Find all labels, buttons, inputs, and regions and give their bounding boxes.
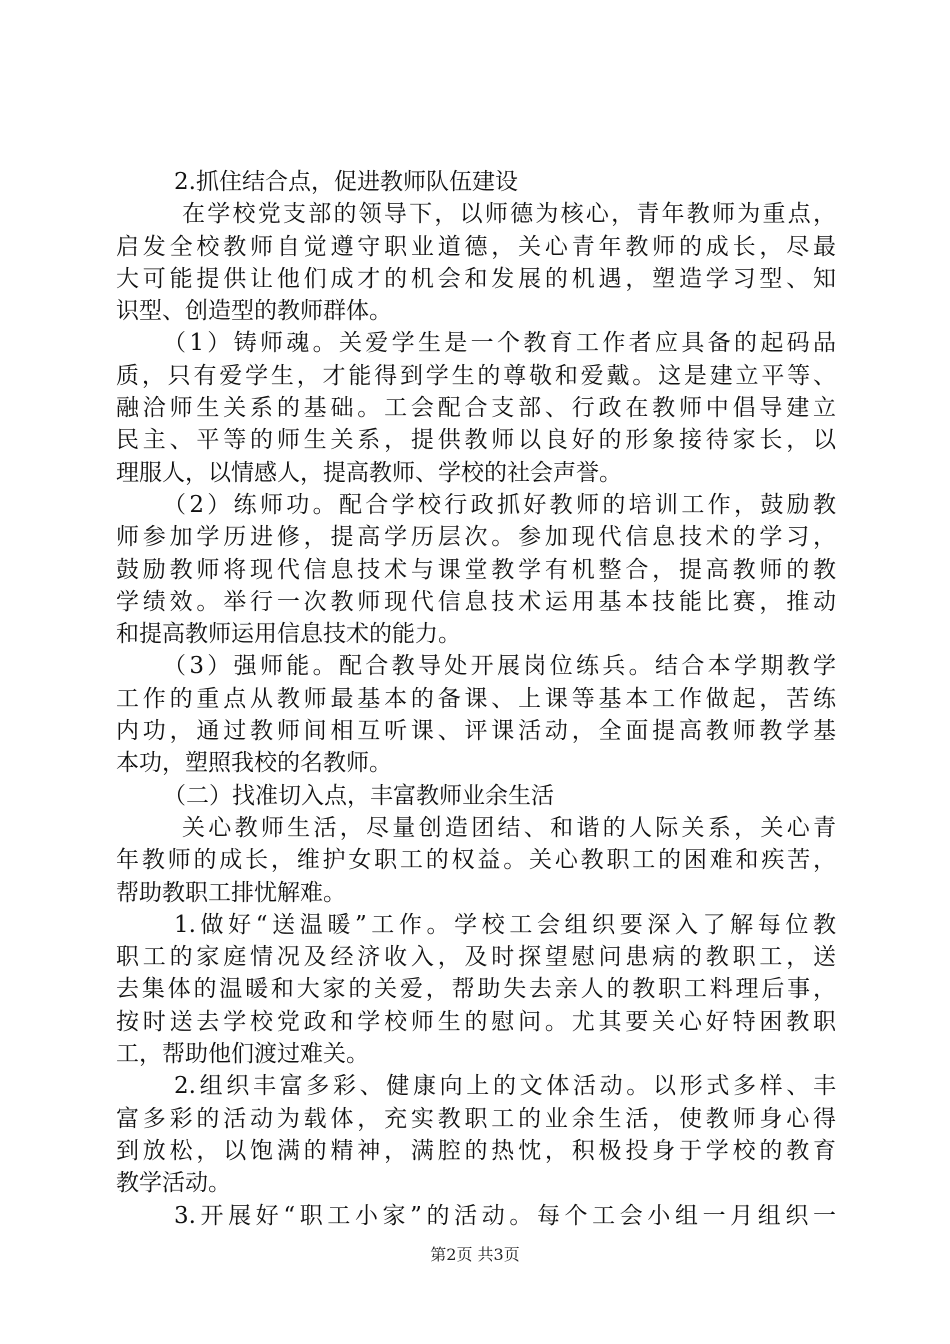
paragraph-line: 在学校党支部的领导下，以师德为核心，青年教师为重点， [182,201,836,228]
paragraph-line: 启发全校教师自觉遵守职业道德，关心青年教师的成长，尽最 [116,233,836,260]
section-heading: （二）找准切入点，丰富教师业余生活 [163,782,554,809]
paragraph-line: 师参加学历进修，提高学历层次。参加现代信息技术的学习， [116,524,836,551]
paragraph-line: 民主、平等的师生关系，提供教师以良好的形象接待家长，以 [116,427,836,454]
section-heading: 2.抓住结合点，促进教师队伍建设 [174,169,518,195]
paragraph-line: （1）铸师魂。关爱学生是一个教育工作者应具备的起码品 [163,330,836,357]
paragraph-line: 鼓励教师将现代信息技术与课堂教学有机整合，提高教师的教 [116,556,836,583]
paragraph-line: （3）强师能。配合教导处开展岗位练兵。结合本学期教学 [163,653,836,680]
paragraph-line: 去集体的温暖和大家的关爱，帮助失去亲人的教职工料理后事， [116,976,836,1003]
paragraph-line: （2）练师功。配合学校行政抓好教师的培训工作，鼓励教 [163,491,836,518]
paragraph-line: 帮助教职工排忧解难。 [116,879,346,906]
paragraph-line: 按时送去学校党政和学校师生的慰问。尤其要关心好特困教职 [116,1008,836,1035]
paragraph-line: 到放松，以饱满的精神，满腔的热忱，积极投身于学校的教育 [116,1137,836,1164]
paragraph-line: 理服人，以情感人，提高教师、学校的社会声誉。 [116,459,622,486]
paragraph-line: 关心教师生活，尽量创造团结、和谐的人际关系，关心青 [182,814,836,841]
paragraph-line: 质，只有爱学生，才能得到学生的尊敬和爱戴。这是建立平等、 [116,362,836,389]
paragraph-line: 学绩效。举行一次教师现代信息技术运用基本技能比赛，推动 [116,588,836,615]
page-number-footer: 第2页 共3页 [430,1245,520,1264]
paragraph-line: 3.开展好“职工小家”的活动。每个工会小组一月组织一 [174,1202,836,1229]
paragraph-line: 和提高教师运用信息技术的能力。 [116,621,461,648]
paragraph-line: 工，帮助他们渡过难关。 [116,1041,369,1068]
paragraph-line: 内功，通过教师间相互听课、评课活动，全面提高教师教学基 [116,718,836,745]
paragraph-line: 大可能提供让他们成才的机会和发展的机遇，塑造学习型、知 [116,265,836,292]
paragraph-line: 2.组织丰富多彩、健康向上的文体活动。以形式多样、丰 [174,1073,836,1100]
paragraph-line: 识型、创造型的教师群体。 [116,298,392,325]
paragraph-line: 职工的家庭情况及经济收入，及时探望慰问患病的教职工，送 [116,944,836,971]
paragraph-line: 富多彩的活动为载体，充实教职工的业余生活，使教师身心得 [116,1105,836,1132]
paragraph-line: 融洽师生关系的基础。工会配合支部、行政在教师中倡导建立 [116,395,836,422]
document-body [116,166,836,1232]
paragraph-line: 年教师的成长，维护女职工的权益。关心教职工的困难和疾苦， [116,847,836,874]
paragraph-line: 工作的重点从教师最基本的备课、上课等基本工作做起，苦练 [116,685,836,712]
paragraph-line: 1.做好“送温暖”工作。学校工会组织要深入了解每位教 [174,911,836,938]
paragraph-line: 本功，塑照我校的名教师。 [116,750,392,777]
paragraph-line: 教学活动。 [116,1170,231,1197]
